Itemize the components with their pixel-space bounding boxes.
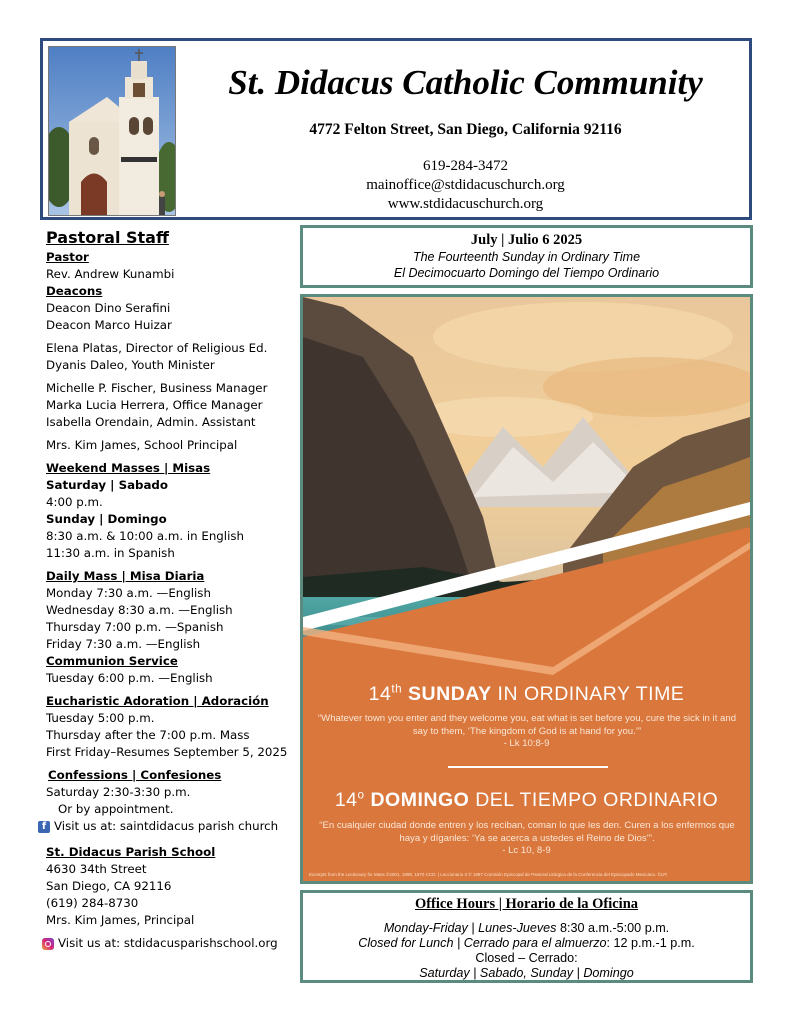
poster-ref-en: - Lk 10:8-9 <box>503 738 550 749</box>
poster-number-es: 14 <box>334 789 358 811</box>
office-closed-label: Closed – Cerrado: <box>475 951 578 965</box>
confessions-label: Confessions | Confesiones <box>48 768 222 782</box>
parish-title: St. Didacus Catholic Community <box>228 63 703 102</box>
office-weekday-hours <box>303 921 750 936</box>
staff-dre: Elena Platas, Director of Religious Ed. <box>46 341 268 355</box>
adoration-time: Thursday after the 7:00 p.m. Mass <box>46 728 250 742</box>
poster-suffix-es: o <box>357 788 365 802</box>
sunday-time: 8:30 a.m. & 10:00 a.m. in English <box>46 529 244 543</box>
poster-divider <box>448 766 608 768</box>
office-lunch-label: Closed for Lunch | Cerrado para el almuerzo <box>358 936 607 950</box>
staff-principal: Mrs. Kim James, School Principal <box>46 438 238 452</box>
adoration-label: Eucharistic Adoration | Adoración <box>46 694 269 708</box>
office-hours-body <box>303 921 750 981</box>
sunday-title-en: The Fourteenth Sunday in Ordinary Time <box>412 250 641 264</box>
bulletin-date: July | Julio 6 2025 <box>470 232 583 248</box>
facebook-line[interactable] <box>38 818 296 835</box>
deacons-label: Deacons <box>46 284 103 298</box>
adoration-time: Tuesday 5:00 p.m. <box>46 711 155 725</box>
church-photo <box>48 46 176 216</box>
staff-admin: Isabella Orendain, Admin. Assistant <box>46 415 256 429</box>
saturday-label: Saturday | Sabado <box>46 478 168 492</box>
adoration-time: First Friday–Resumes September 5, 2025 <box>46 745 288 759</box>
poster-title-es <box>303 789 750 812</box>
sunday-time: 11:30 a.m. in Spanish <box>46 546 175 560</box>
communion-time: Tuesday 6:00 p.m. —English <box>46 671 213 685</box>
daily-mass-time: Thursday 7:00 p.m. —Spanish <box>46 620 224 634</box>
staff-youth: Dyanis Daleo, Youth Minister <box>46 358 215 372</box>
weekend-masses-label: Weekend Masses | Misas <box>46 461 211 475</box>
facebook-text[interactable]: Visit us at: saintdidacus parish church <box>54 819 279 833</box>
pastor-name: Rev. Andrew Kunambi <box>46 267 175 281</box>
pastoral-staff-heading: Pastoral Staff <box>46 228 169 247</box>
instagram-text[interactable]: Visit us at: stdidacusparishschool.org <box>58 936 278 950</box>
poster-rest-en: IN ORDINARY TIME <box>497 683 685 705</box>
liturgy-poster <box>300 294 753 884</box>
pastor-label: Pastor <box>46 250 89 264</box>
instagram-icon <box>42 938 54 950</box>
poster-suffix-en: th <box>391 682 403 696</box>
school-principal: Mrs. Kim James, Principal <box>46 913 195 927</box>
poster-domingo-es: DOMINGO <box>370 789 470 811</box>
poster-ref-es: - Lc 10, 8-9 <box>502 845 551 856</box>
office-lunch-time: : 12 p.m.-1 p.m. <box>606 936 695 950</box>
school-city: San Diego, CA 92116 <box>46 879 172 893</box>
office-days: Monday-Friday | Lunes-Jueves <box>383 921 557 935</box>
office-hours-title: Office Hours | Horario de la Oficina <box>414 896 639 912</box>
confessions-time: Saturday 2:30-3:30 p.m. <box>46 785 191 799</box>
daily-mass-time: Monday 7:30 a.m. —English <box>46 586 211 600</box>
school-phone: (619) 284-8730 <box>46 896 139 910</box>
office-closed-days-text: Saturday | Sabado, Sunday | Domingo <box>419 966 634 980</box>
communion-label: Communion Service <box>46 654 178 668</box>
daily-mass-time: Friday 7:30 a.m. —English <box>46 637 201 651</box>
facebook-icon: f <box>38 821 50 833</box>
daily-mass-time: Wednesday 8:30 a.m. —English <box>46 603 233 617</box>
church-illustration <box>49 47 176 216</box>
office-lunch-line <box>303 936 750 951</box>
deacon-name: Deacon Dino Serafini <box>46 301 171 315</box>
office-hours-time: 8:30 a.m.-5:00 p.m. <box>556 921 670 935</box>
header-box <box>40 38 752 220</box>
confessions-appointment: Or by appointment. <box>58 802 174 816</box>
parish-address: 4772 Felton Street, San Diego, California 92116 <box>309 121 622 138</box>
office-hours-box <box>300 890 753 983</box>
saturday-time: 4:00 p.m. <box>46 495 103 509</box>
poster-number-en: 14 <box>368 683 392 705</box>
instagram-line[interactable] <box>42 935 296 952</box>
sunday-label: Sunday | Domingo <box>46 512 167 526</box>
daily-mass-label: Daily Mass | Misa Diaria <box>46 569 205 583</box>
poster-rest-es: DEL TIEMPO ORDINARIO <box>475 789 719 811</box>
poster-quote-es: “En cualquier ciudad donde entren y los reciban, coman lo que les den. Curen a los enfermos que haya y díganles: ‘Ya se acerca a ustedes el Reino de Dios’”. <box>319 820 735 844</box>
staff-business: Michelle P. Fischer, Business Manager <box>46 381 268 395</box>
poster-title-en <box>303 683 750 706</box>
phone-number: 619-284-3472 <box>423 158 508 174</box>
deacon-name: Deacon Marco Huizar <box>46 318 172 332</box>
school-street: 4630 34th Street <box>46 862 147 876</box>
date-box <box>300 225 753 288</box>
poster-credit: Excerpts from the Lectionary for Mass ©2001, 1998, 1970 CCD. | Leccionario II © 1987 Comisión Episcopal de Pastoral Litúrgica de la Conferencia del Episcopado Mexicano. ©LPi <box>309 872 668 877</box>
office-closed-days <box>303 966 750 981</box>
staff-office-manager: Marka Lucia Herrera, Office Manager <box>46 398 263 412</box>
left-column <box>41 228 296 952</box>
school-label: St. Didacus Parish School <box>46 845 216 859</box>
sunday-title-es: El Decimocuarto Domingo del Tiempo Ordinario <box>393 266 660 280</box>
poster-sunday-en: SUNDAY <box>408 683 492 705</box>
email-address[interactable]: mainoffice@stdidacuschurch.org <box>366 177 565 193</box>
poster-quote-en: “Whatever town you enter and they welcome you, eat what is set before you, cure the sick in it and say to them, ‘The kingdom of God is at hand for you.’” <box>317 713 737 737</box>
website-link[interactable]: www.stdidacuschurch.org <box>387 196 544 212</box>
contact-block <box>183 157 748 214</box>
